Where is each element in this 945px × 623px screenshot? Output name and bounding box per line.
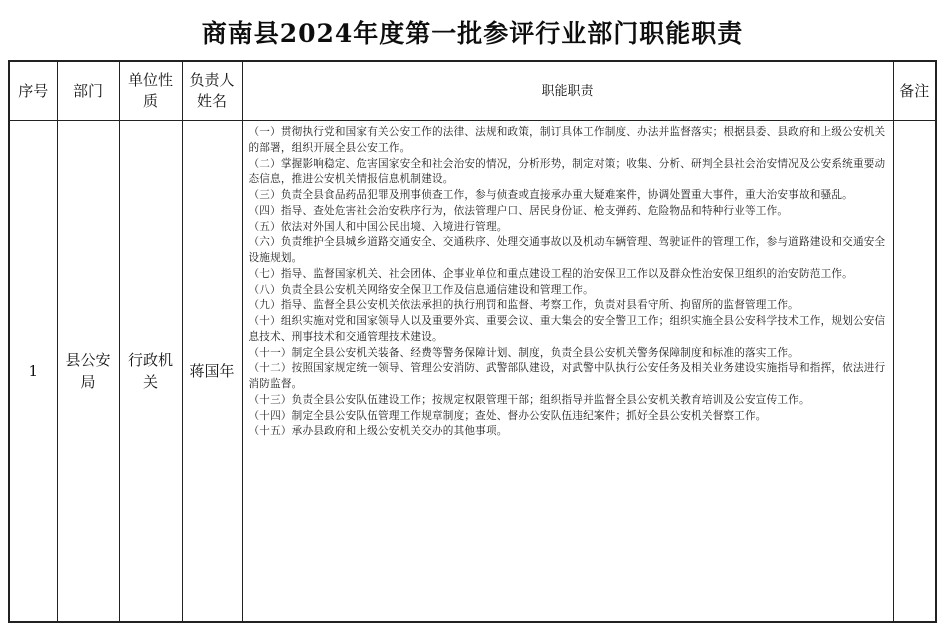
duty-item: （七）指导、监督国家机关、社会团体、企事业单位和重点建设工程的治安保卫工作以及群众性治安保卫组织的治安防范工作。 bbox=[248, 267, 853, 280]
duty-item: （十）组织实施对党和国家领导人以及重要外宾、重要会议、重大集会的安全警卫工作；组织实施全县公安科学技术工作，规划公安信息技术、刑事技术和交通管理技术建设。 bbox=[248, 315, 886, 343]
cell-remarks bbox=[893, 121, 936, 623]
cell-duties bbox=[242, 121, 893, 623]
duty-item: （五）依法对外国人和中国公民出境、入境进行管理。 bbox=[248, 220, 508, 233]
cell-unit-nature: 行政机关 bbox=[119, 121, 182, 623]
duty-item: （八）负责全县公安机关网络安全保卫工作及信息通信建设和管理工作。 bbox=[248, 283, 594, 296]
cell-dept: 县公安局 bbox=[57, 121, 119, 623]
header-duties: 职能职责 bbox=[242, 61, 893, 121]
document-title: 商南县2024年度第一批参评行业部门职能职责 bbox=[201, 19, 744, 48]
header-remarks: 备注 bbox=[893, 61, 936, 121]
header-seq: 序号 bbox=[9, 61, 57, 121]
cell-seq: 1 bbox=[9, 121, 57, 623]
duty-item: （九）指导、监督全县公安机关依法承担的执行刑罚和监督、考察工作，负责对县看守所、拘留所的监督管理工作。 bbox=[248, 299, 799, 312]
duty-item: （十三）负责全县公安队伍建设工作；按规定权限管理干部；组织指导并监督全县公安机关教育培训及公安宣传工作。 bbox=[248, 393, 810, 406]
table-header-row bbox=[9, 61, 936, 121]
duties-table bbox=[8, 60, 937, 623]
header-leader: 负责人姓名 bbox=[182, 61, 242, 121]
duty-item: （一）贯彻执行党和国家有关公安工作的法律、法规和政策，制订具体工作制度、办法并监督落实；根据县委、县政府和上级公安机关的部署，组织开展全县公安工作。 bbox=[248, 126, 886, 154]
header-unit-nature: 单位性质 bbox=[119, 61, 182, 121]
duty-item: （六）负责维护全县城乡道路交通安全、交通秩序、处理交通事故以及机动车辆管理、驾驶证件的管理工作，参与道路建设和交通安全设施规划。 bbox=[248, 236, 886, 264]
duty-item: （十二）按照国家规定统一领导、管理公安消防、武警部队建设，对武警中队执行公安任务及相关业务建设实施指导和指挥，依法进行消防监督。 bbox=[248, 362, 886, 390]
duty-item: （十四）制定全县公安队伍管理工作规章制度；查处、督办公安队伍违纪案件；抓好全县公安机关督察工作。 bbox=[248, 409, 767, 422]
cell-leader: 蒋国年 bbox=[182, 121, 242, 623]
duty-item: （十五）承办县政府和上级公安机关交办的其他事项。 bbox=[248, 425, 508, 438]
duty-item: （四）指导、查处危害社会治安秩序行为，依法管理户口、居民身份证、枪支弹药、危险物品和特种行业等工作。 bbox=[248, 204, 789, 217]
duty-item: （二）掌握影响稳定、危害国家安全和社会治安的情况，分析形势，制定对策；收集、分析、研判全县社会治安情况及公安系统重要动态信息，推进公安机关情报信息机制建设。 bbox=[248, 157, 886, 186]
table-row bbox=[9, 121, 936, 623]
duty-item: （三）负责全县食品药品犯罪及刑事侦查工作，参与侦查或直接承办重大疑难案件，协调处置重大事件，重大治安事故和骚乱。 bbox=[248, 189, 853, 201]
header-dept: 部门 bbox=[57, 61, 119, 121]
duty-item: （十一）制定全县公安机关装备、经费等警务保障计划、制度，负责全县公安机关警务保障制度和标准的落实工作。 bbox=[248, 346, 799, 359]
